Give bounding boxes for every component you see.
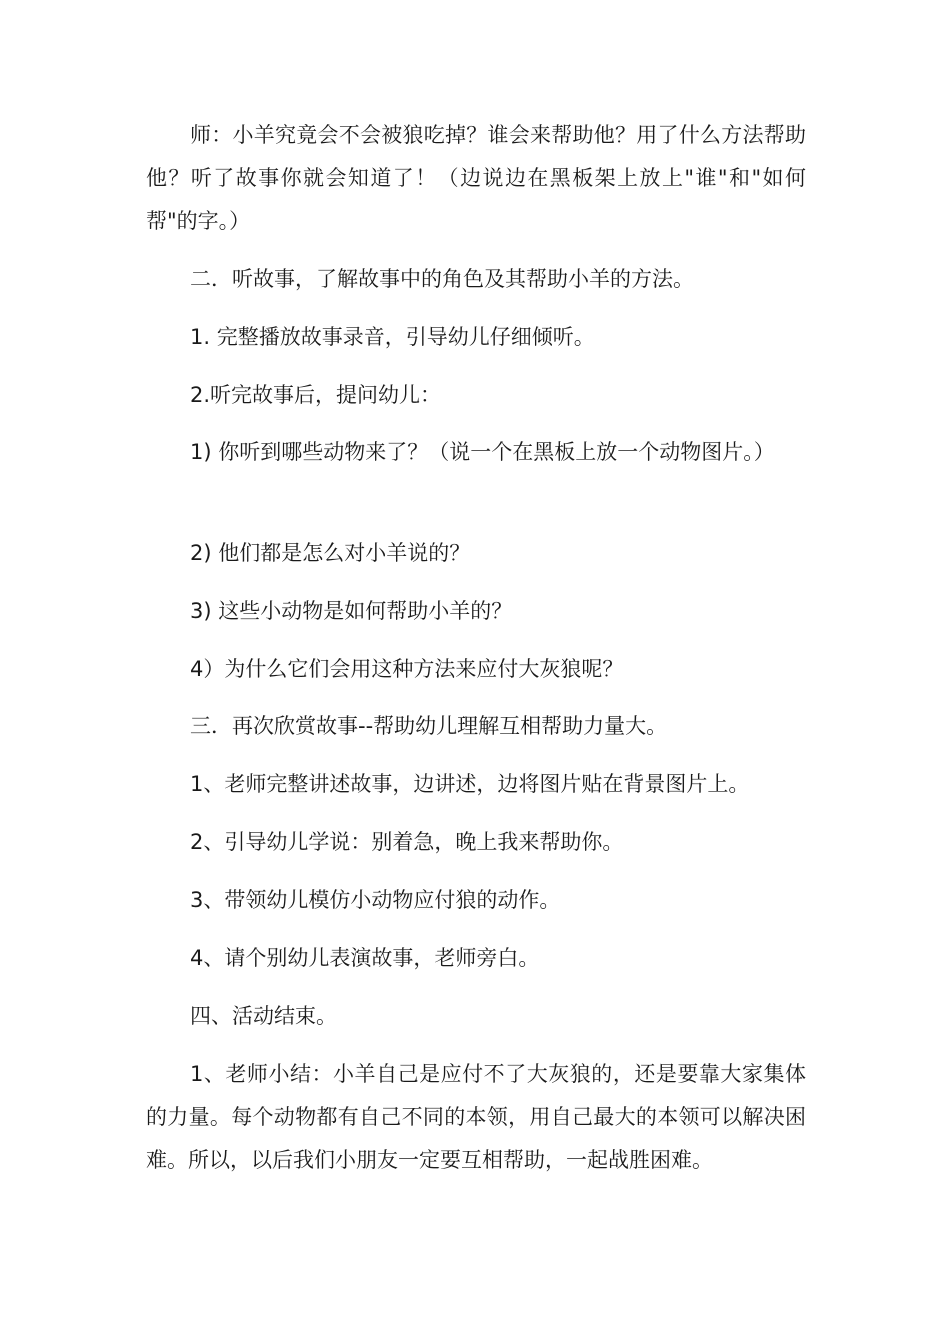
heading-section-two: 二．听故事，了解故事中的角色及其帮助小羊的方法。	[190, 267, 694, 291]
question-which-animals: 1) 你听到哪些动物来了？（说一个在黑板上放一个动物图片。）	[190, 440, 775, 464]
list-item-learn-phrase: 2、引导幼儿学说：别着急，晚上我来帮助你。	[190, 830, 624, 854]
list-item-play-recording: 1. 完整播放故事录音，引导幼儿仔细倾听。	[190, 325, 595, 349]
question-how-helped: 3) 这些小动物是如何帮助小羊的？	[190, 599, 513, 623]
paragraph-teacher-intro: 师：小羊究竟会不会被狼吃掉？谁会来帮助他？用了什么方法帮助他？听了故事你就会知道了！（边说边在黑板架上放上"谁"和"如何帮"的字。）	[146, 123, 806, 233]
list-item-ask-questions: 2.听完故事后，提问幼儿：	[190, 383, 442, 407]
list-item-perform-story: 4、请个别幼儿表演故事，老师旁白。	[190, 946, 540, 970]
list-item-imitate-actions: 3、带领幼儿模仿小动物应付狼的动作。	[190, 888, 561, 912]
question-what-they-said: 2) 他们都是怎么对小羊说的？	[190, 541, 471, 565]
heading-section-four: 四、活动结束。	[190, 1004, 337, 1028]
question-why-method: 4）为什么它们会用这种方法来应付大灰狼呢？	[190, 657, 624, 681]
heading-section-three: 三．再次欣赏故事--帮助幼儿理解互相帮助力量大。	[190, 714, 668, 738]
list-item-retell-story: 1、老师完整讲述故事，边讲述，边将图片贴在背景图片上。	[190, 772, 750, 796]
paragraph-teacher-summary: 1、老师小结：小羊自己是应付不了大灰狼的，还是要靠大家集体的力量。每个动物都有自己不同的本领，用自己最大的本领可以解决困难。所以，以后我们小朋友一定要互相帮助，一起战胜困难。	[146, 1062, 806, 1172]
